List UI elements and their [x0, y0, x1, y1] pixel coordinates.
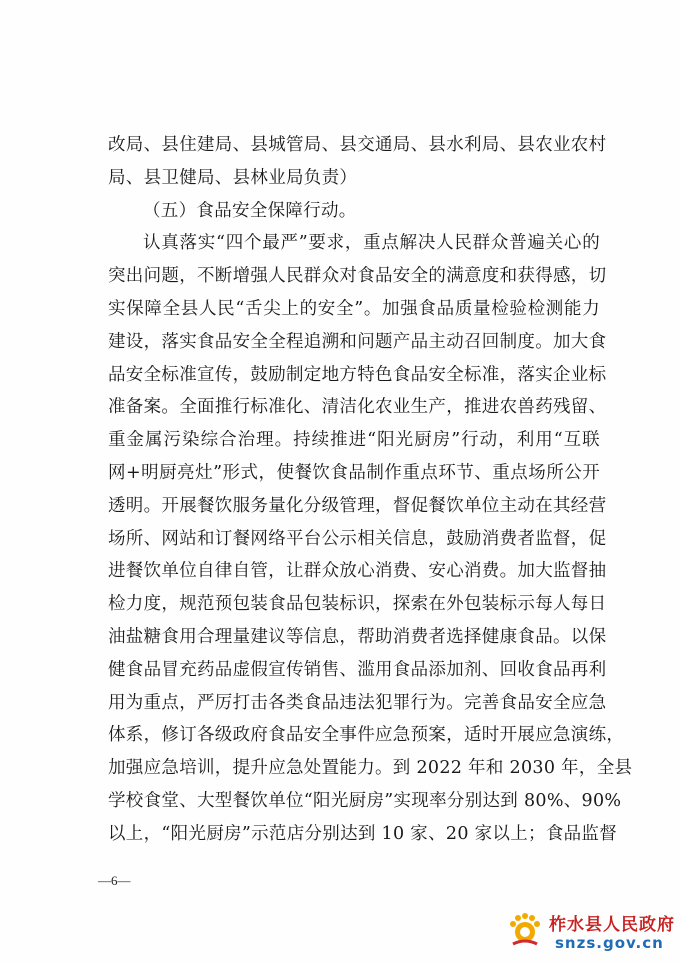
text-line: 用为重点，严厉打击各类食品违法犯罪行为。完善食品安全应急	[108, 692, 607, 713]
text-line: 场所、网站和订餐网络平台公示相关信息，鼓励消费者监督，促	[108, 528, 607, 549]
body-text	[108, 129, 633, 851]
text-line: 改局、县住建局、县城管局、县交通局、县水利局、县农业农村	[108, 135, 607, 155]
site-watermark	[505, 906, 675, 958]
text-line: 突出问题，不断增强人民群众对食品安全的满意度和获得感，切	[108, 266, 607, 287]
watermark-title: 柞水县人民政府	[549, 915, 675, 935]
text-line: 网+明厨亮灶”形式，使餐饮食品制作重点环节、重点场所公开	[108, 462, 600, 483]
text-line: 进餐饮单位自律自管，让群众放心消费、安心消费。加大监督抽	[108, 561, 607, 582]
section-heading	[108, 195, 600, 228]
text-line: 健食品冒充药品虚假宣传销售、滥用食品添加剂、回收食品再利	[108, 659, 607, 680]
text-line: 局、县卫健局、县林业局负责）	[108, 167, 358, 188]
text-line: 重金属污染综合治理。持续推进“阳光厨房”行动，利用“互联	[108, 430, 600, 451]
text-line: 透明。开展餐饮服务量化分级管理，督促餐饮单位主动在其经营	[108, 495, 607, 516]
sun-logo-icon	[505, 910, 545, 950]
watermark-url: snzs.gov.cn	[555, 934, 664, 952]
text-line: 品安全标准宣传，鼓励制定地方特色食品安全标准，落实企业标	[108, 364, 607, 385]
section-heading-text: （五）食品安全保障行动。	[143, 200, 357, 221]
continued-paragraph	[108, 129, 607, 195]
text-line: 实保障全县人民“舌尖上的安全”。加强食品质量检验检测能力	[108, 298, 600, 319]
page-number: —6—	[98, 873, 131, 888]
text-line: 学校食堂、大型餐饮单位“阳光厨房”实现率分别达到 80%、90%	[108, 790, 622, 811]
text-line: 检力度，规范预包装食品包装标识，探索在外包装标示每人每日	[108, 594, 607, 615]
text-line: 认真落实“四个最严”要求，重点解决人民群众普遍关心的	[143, 233, 600, 254]
text-line: 油盐糖食用合理量建议等信息，帮助消费者选择健康食品。以保	[108, 626, 607, 647]
text-line: 加强应急培训，提升应急处置能力。到 2022 年和 2030 年，全县	[108, 758, 633, 779]
text-line: 建设，落实食品安全全程追溯和问题产品主动召回制度。加大食	[108, 331, 607, 352]
main-paragraph	[108, 227, 633, 850]
text-line: 体系，修订各级政府食品安全事件应急预案，适时开展应急演练，	[108, 725, 625, 746]
text-line: 以上，“阳光厨房”示范店分别达到 10 家、20 家以上；食品监督	[108, 823, 618, 844]
text-line: 准备案。全面推行标准化、清洁化农业生产，推进农兽药残留、	[108, 397, 607, 418]
